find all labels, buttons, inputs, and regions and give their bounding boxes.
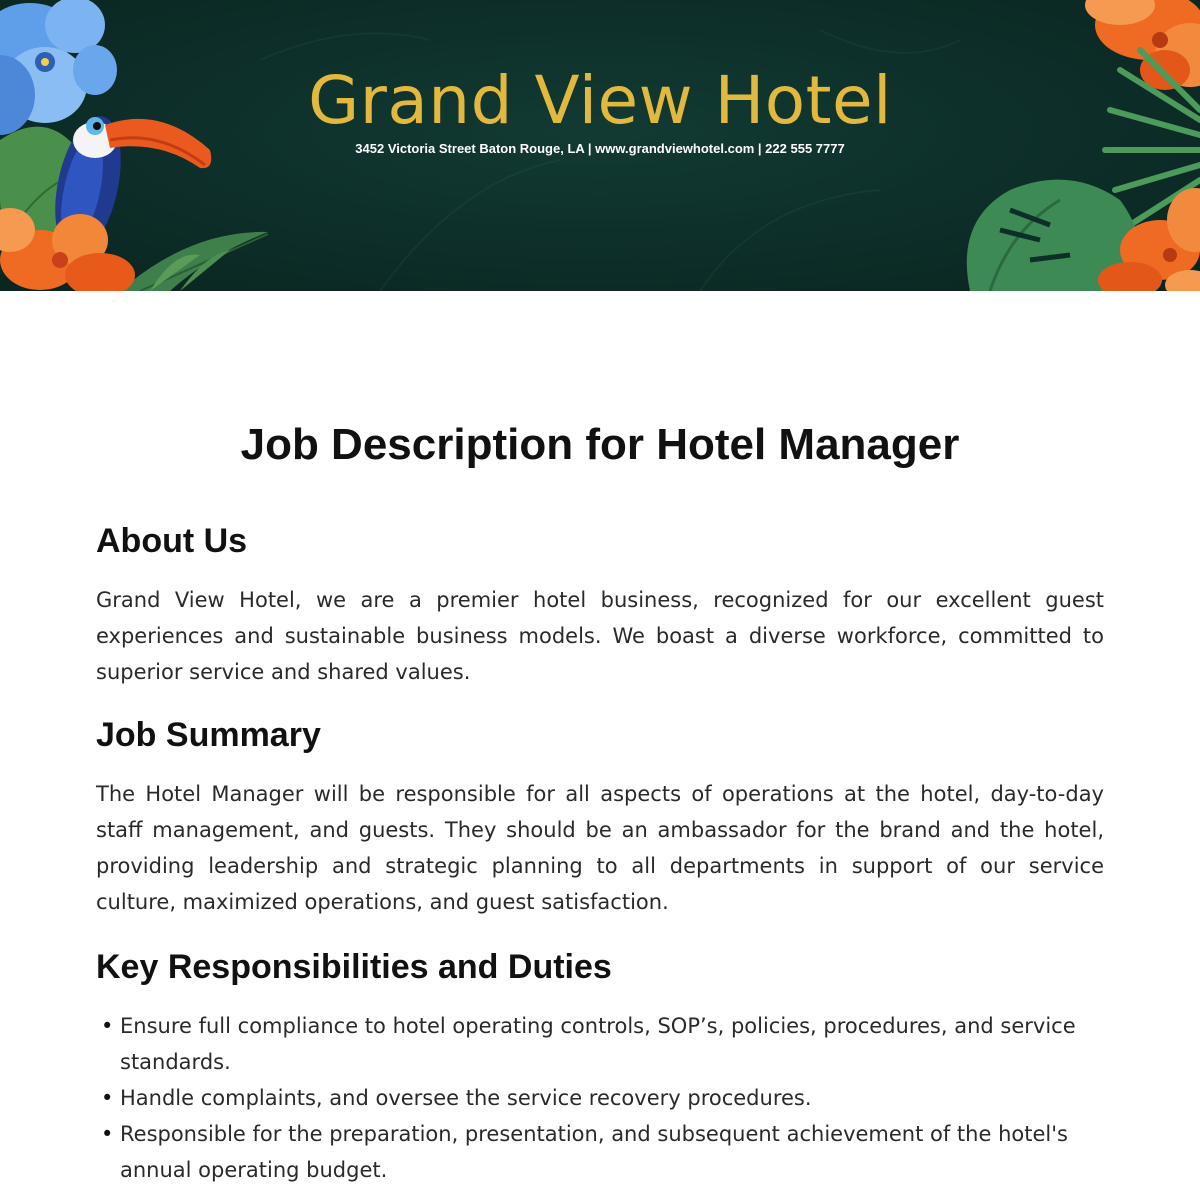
orange-flower-icon-left bbox=[0, 208, 135, 291]
list-item bbox=[96, 1008, 1104, 1080]
duty-text: Responsible for the preparation, presentation, and subsequent achievement of the hotel's annual operating budget. bbox=[120, 1122, 1068, 1182]
palm-leaf-icon-left bbox=[120, 232, 268, 291]
duty-text: Ensure full compliance to hotel operating controls, SOP’s, policies, procedures, and service standards. bbox=[120, 1014, 1076, 1074]
hotel-contact-line: 3452 Victoria Street Baton Rouge, LA | www.grandviewhotel.com | 222 555 7777 bbox=[355, 141, 845, 156]
header-banner bbox=[0, 0, 1200, 291]
list-item bbox=[96, 1116, 1104, 1188]
section-heading-summary: Job Summary bbox=[96, 716, 321, 754]
duties-list bbox=[96, 1008, 1104, 1188]
document-body bbox=[96, 410, 1104, 1188]
document-title: Job Description for Hotel Manager bbox=[240, 420, 960, 469]
section-body-summary: The Hotel Manager will be responsible for all aspects of operations at the hotel, day-to-day staff management, and guests. They should be an ambassador for the brand and the hotel, providing leadership and strategic planning to all departments in support of our service culture, maximized operations, and guest satisfaction. bbox=[96, 782, 1104, 914]
hotel-name: Grand View Hotel bbox=[308, 62, 892, 139]
section-body-about: Grand View Hotel, we are a premier hotel business, recognized for our excellent guest experiences and sustainable business models. We boast a diverse workforce, committed to superior service and shared values. bbox=[96, 588, 1104, 684]
bullet-icon: • bbox=[101, 1086, 114, 1110]
section-heading-duties: Key Responsibilities and Duties bbox=[96, 948, 612, 986]
section-heading-about: About Us bbox=[96, 522, 248, 560]
bullet-icon: • bbox=[101, 1122, 114, 1146]
list-item bbox=[96, 1080, 1104, 1116]
bullet-icon: • bbox=[101, 1014, 114, 1038]
duty-text: Handle complaints, and oversee the service recovery procedures. bbox=[120, 1086, 812, 1110]
